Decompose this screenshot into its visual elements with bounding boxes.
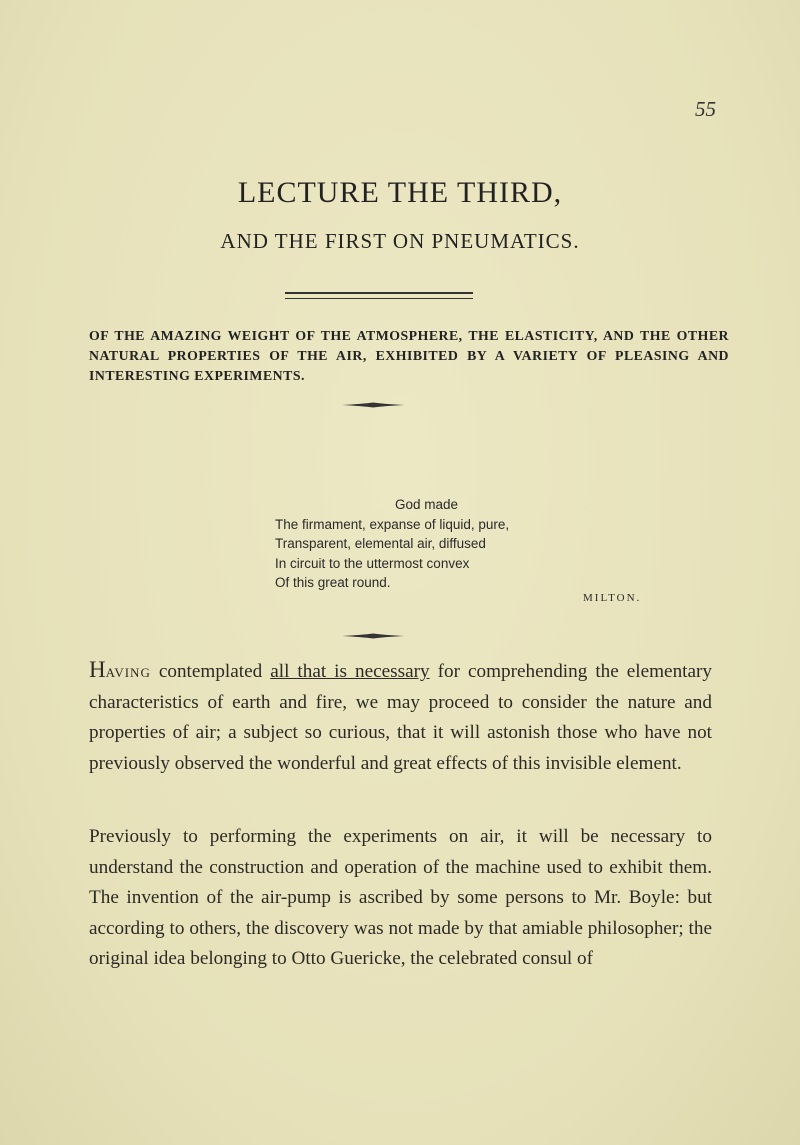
ornament-divider-bottom (342, 633, 404, 639)
epigraph-line: Of this great round. (275, 575, 391, 590)
body-paragraph-1 (89, 655, 712, 779)
epigraph-line: God made (395, 497, 459, 512)
chapter-summary: OF THE AMAZING WEIGHT OF THE ATMOSPHERE, THE ELASTICITY, AND THE OTHER NATURAL PROPERTIES OF THE AIR, EXHIBITED BY A VARIETY OF PLEASING AND INTERESTING EXPERIMENTS. (89, 328, 729, 383)
opening-word-smallcaps: aving (105, 661, 151, 682)
initial-letter: H (89, 657, 106, 682)
lecture-subtitle: AND THE FIRST ON PNEUMATICS. (220, 229, 580, 253)
double-rule-divider (285, 292, 473, 299)
epigraph-line: In circuit to the uttermost convex (275, 555, 470, 571)
lecture-title: LECTURE THE THIRD, (237, 176, 563, 209)
epigraph-verse (275, 495, 675, 593)
epigraph-line: Transparent, elemental air, diffused (275, 536, 486, 551)
epigraph-attribution: MILTON. (583, 592, 642, 604)
page-number: 55 (695, 97, 716, 121)
body-paragraph-2: Previously to performing the experiments on air, it will be necessary to understand the construction and operation of the machine used to exhibit them. The invention of the air-pump is ascribed by some persons to Mr. Boyle: but according to others, the discovery was not made by that amiable philosopher; the original idea belonging to Otto Guericke, the celebrated consul of (89, 826, 712, 969)
paragraph-text: contemplated (150, 661, 271, 682)
ornament-divider-top (342, 402, 404, 408)
epigraph-line: The firmament, expanse of liquid, pure, (275, 516, 510, 532)
paragraph-text: for comprehending the elementary characteristics of earth and fire, we may proceed to consider the nature and properties of air; a subject so curious, that it will astonish those who have not previously observed the wonderful and great effects of this invisible element. (89, 661, 712, 774)
underlined-phrase: all that is necessary (270, 661, 430, 682)
